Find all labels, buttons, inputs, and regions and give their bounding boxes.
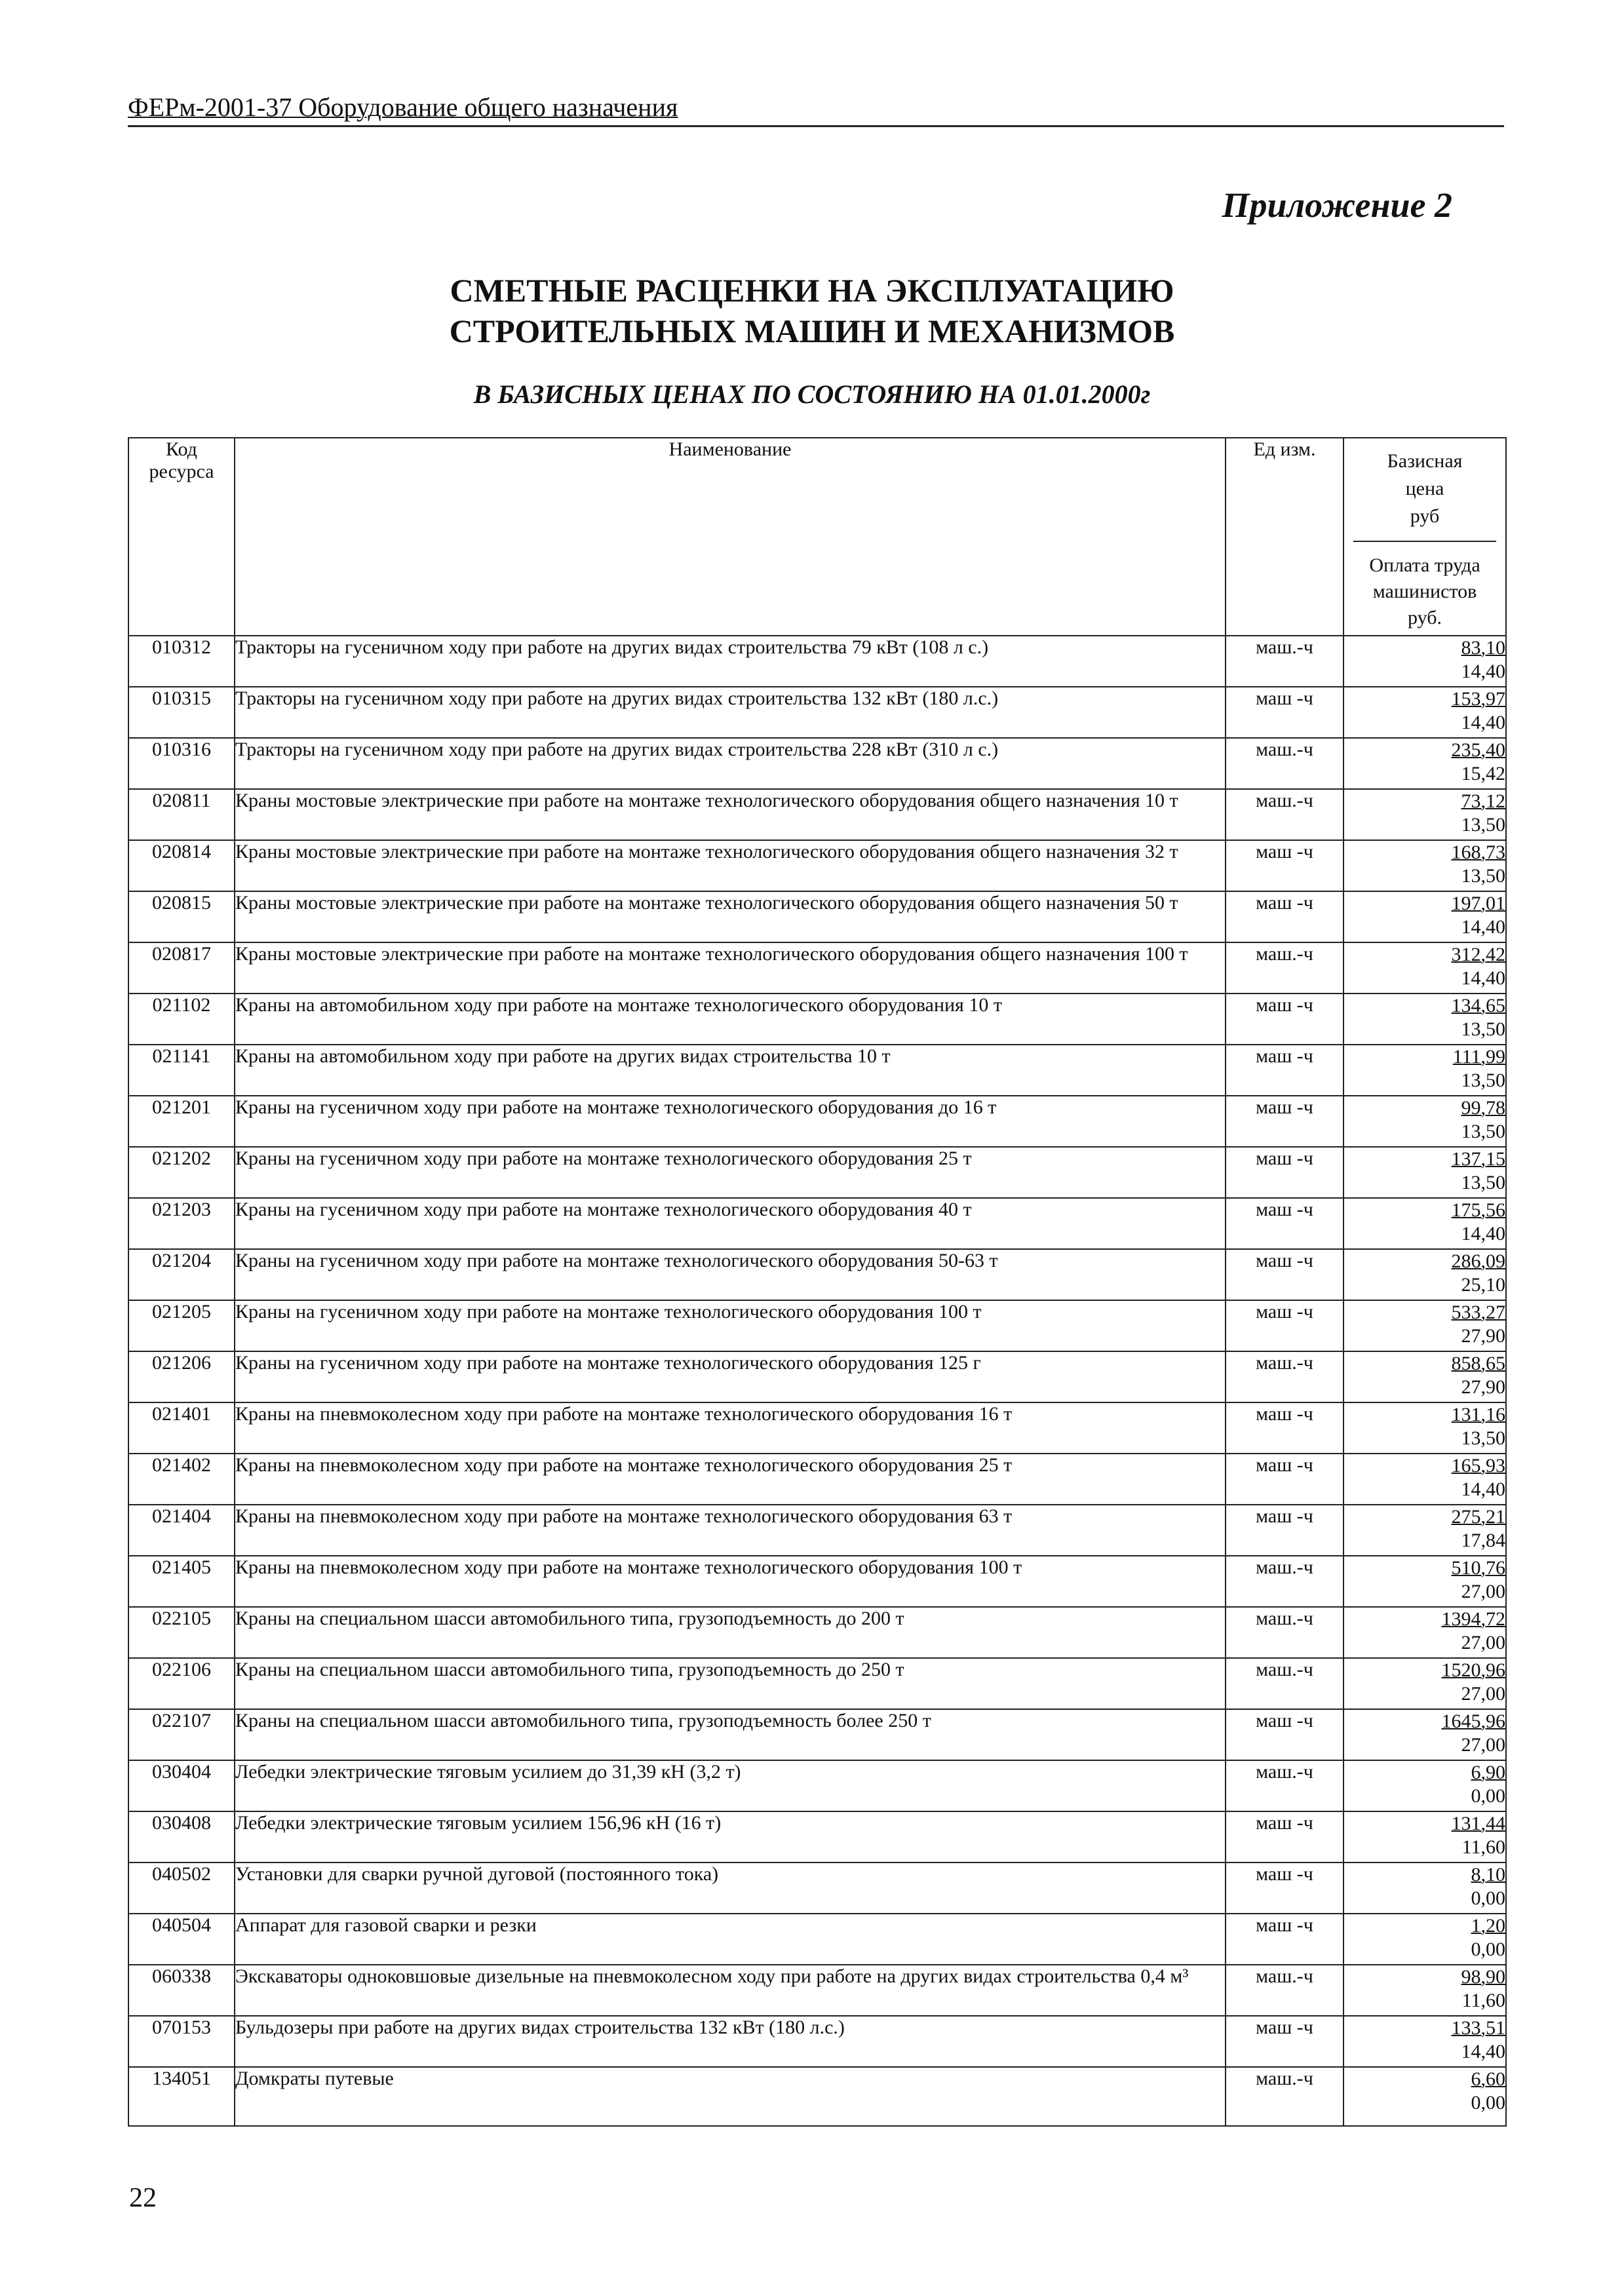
resource-code: 070153 bbox=[128, 2016, 235, 2067]
appendix-label: Приложение 2 bbox=[1222, 185, 1452, 225]
header-price bbox=[1344, 438, 1506, 636]
base-price: 83,10 bbox=[1461, 637, 1505, 659]
operator-wage: 27,90 bbox=[1461, 1325, 1505, 1347]
resource-code: 022105 bbox=[128, 1607, 235, 1658]
table-row bbox=[128, 1351, 1506, 1402]
table-row bbox=[128, 1709, 1506, 1760]
resource-code: 021202 bbox=[128, 1147, 235, 1198]
base-price: 99,78 bbox=[1461, 1097, 1505, 1119]
base-price: 197,01 bbox=[1451, 893, 1505, 914]
price-cell bbox=[1344, 2067, 1506, 2126]
base-price: 168,73 bbox=[1451, 841, 1505, 863]
resource-code: 021402 bbox=[128, 1454, 235, 1505]
operator-wage: 17,84 bbox=[1461, 1530, 1505, 1551]
resource-code: 021405 bbox=[128, 1556, 235, 1607]
resource-name: Аппарат для газовой сварки и резки bbox=[235, 1914, 1226, 1965]
unit-of-measure: маш -ч bbox=[1226, 891, 1344, 942]
resource-name: Бульдозеры при работе на других видах строительства 132 кВт (180 л.с.) bbox=[235, 2016, 1226, 2067]
header-code-line-1: Код bbox=[166, 438, 197, 460]
base-price: 111,99 bbox=[1452, 1046, 1505, 1068]
resource-code: 021201 bbox=[128, 1096, 235, 1147]
table-row bbox=[128, 1249, 1506, 1300]
table-row bbox=[128, 1658, 1506, 1709]
price-cell bbox=[1344, 1300, 1506, 1351]
resource-code: 021206 bbox=[128, 1351, 235, 1402]
base-price: 153,97 bbox=[1451, 688, 1505, 710]
resource-code: 040504 bbox=[128, 1914, 235, 1965]
operator-wage: 15,42 bbox=[1461, 763, 1505, 784]
base-price: 1,20 bbox=[1471, 1915, 1505, 1937]
resource-name: Лебедки электрические тяговым усилием 156,96 кН (16 т) bbox=[235, 1811, 1226, 1863]
resource-name: Тракторы на гусеничном ходу при работе на других видах строительства 132 кВт (180 л.с.) bbox=[235, 687, 1226, 738]
operator-wage: 0,00 bbox=[1471, 1785, 1505, 1807]
document-title bbox=[0, 270, 1624, 351]
resource-code: 010315 bbox=[128, 687, 235, 738]
resource-name: Краны на гусеничном ходу при работе на монтаже технологического оборудования 100 т bbox=[235, 1300, 1226, 1351]
price-cell bbox=[1344, 789, 1506, 840]
price-cell bbox=[1344, 687, 1506, 738]
table-row bbox=[128, 1505, 1506, 1556]
base-price: 235,40 bbox=[1451, 739, 1505, 761]
price-cell bbox=[1344, 1556, 1506, 1607]
base-price: 6,60 bbox=[1471, 2068, 1505, 2090]
table-row bbox=[128, 1914, 1506, 1965]
resource-name: Краны на гусеничном ходу при работе на монтаже технологического оборудования 40 т bbox=[235, 1198, 1226, 1249]
unit-of-measure: маш -ч bbox=[1226, 1300, 1344, 1351]
header-price-line-1: Базисная bbox=[1387, 450, 1463, 472]
header-wage-line-1: Оплата труда bbox=[1369, 554, 1480, 576]
header-price-line-3: руб bbox=[1410, 505, 1440, 527]
table-row bbox=[128, 1811, 1506, 1863]
header-name: Наименование bbox=[235, 438, 1226, 636]
operator-wage: 14,40 bbox=[1461, 916, 1505, 938]
operator-wage: 14,40 bbox=[1461, 712, 1505, 733]
resource-code: 021141 bbox=[128, 1045, 235, 1096]
resource-code: 010316 bbox=[128, 738, 235, 789]
operator-wage: 27,00 bbox=[1461, 1683, 1505, 1705]
base-price: 131,44 bbox=[1451, 1813, 1505, 1834]
base-price: 98,90 bbox=[1461, 1966, 1505, 1988]
base-price: 8,10 bbox=[1471, 1864, 1505, 1885]
resource-code: 022107 bbox=[128, 1709, 235, 1760]
resource-code: 134051 bbox=[128, 2067, 235, 2126]
unit-of-measure: маш -ч bbox=[1226, 1045, 1344, 1096]
table-row bbox=[128, 994, 1506, 1045]
resource-name: Краны мостовые электрические при работе на монтаже технологического оборудования общего назначения 32 т bbox=[235, 840, 1226, 891]
operator-wage: 11,60 bbox=[1461, 1990, 1505, 2011]
title-line-2: СТРОИТЕЛЬНЫХ МАШИН И МЕХАНИЗМОВ bbox=[449, 313, 1175, 349]
header-code-line-2: ресурса bbox=[149, 461, 214, 482]
header-unit: Ед изм. bbox=[1226, 438, 1344, 636]
unit-of-measure: маш.-ч bbox=[1226, 2067, 1344, 2126]
resource-name: Краны мостовые электрические при работе на монтаже технологического оборудования общего назначения 10 т bbox=[235, 789, 1226, 840]
resource-code: 010312 bbox=[128, 636, 235, 687]
resource-code: 020817 bbox=[128, 942, 235, 994]
operator-wage: 27,00 bbox=[1461, 1581, 1505, 1602]
unit-of-measure: маш -ч bbox=[1226, 1096, 1344, 1147]
resource-code: 030404 bbox=[128, 1760, 235, 1811]
operator-wage: 0,00 bbox=[1471, 1939, 1505, 1960]
page-number: 22 bbox=[129, 2183, 157, 2213]
resource-name: Домкраты путевые bbox=[235, 2067, 1226, 2126]
operator-wage: 13,50 bbox=[1461, 1427, 1505, 1449]
base-price: 533,27 bbox=[1451, 1302, 1505, 1323]
operator-wage: 13,50 bbox=[1461, 1018, 1505, 1040]
unit-of-measure: маш -ч bbox=[1226, 1811, 1344, 1863]
resource-code: 021102 bbox=[128, 994, 235, 1045]
base-price: 175,56 bbox=[1451, 1199, 1505, 1221]
operator-wage: 27,00 bbox=[1461, 1632, 1505, 1653]
price-cell bbox=[1344, 1658, 1506, 1709]
resource-name: Тракторы на гусеничном ходу при работе на других видах строительства 79 кВт (108 л с.) bbox=[235, 636, 1226, 687]
base-price: 6,90 bbox=[1471, 1762, 1505, 1783]
operator-wage: 14,40 bbox=[1461, 2041, 1505, 2062]
resource-code: 021404 bbox=[128, 1505, 235, 1556]
table-row bbox=[128, 2067, 1506, 2126]
unit-of-measure: маш -ч bbox=[1226, 1454, 1344, 1505]
header-price-line-2: цена bbox=[1405, 478, 1444, 499]
table-row bbox=[128, 1863, 1506, 1914]
price-cell bbox=[1344, 738, 1506, 789]
price-cell bbox=[1344, 891, 1506, 942]
unit-of-measure: маш -ч bbox=[1226, 994, 1344, 1045]
resource-name: Краны на гусеничном ходу при работе на монтаже технологического оборудования 125 г bbox=[235, 1351, 1226, 1402]
resource-code: 021401 bbox=[128, 1402, 235, 1454]
price-cell bbox=[1344, 1811, 1506, 1863]
table-row bbox=[128, 1454, 1506, 1505]
table-row bbox=[128, 789, 1506, 840]
price-cell bbox=[1344, 1249, 1506, 1300]
unit-of-measure: маш -ч bbox=[1226, 1402, 1344, 1454]
resource-name: Краны на пневмоколесном ходу при работе на монтаже технологического оборудования 100 т bbox=[235, 1556, 1226, 1607]
price-cell bbox=[1344, 1914, 1506, 1965]
unit-of-measure: маш.-ч bbox=[1226, 942, 1344, 994]
base-price: 858,65 bbox=[1451, 1353, 1505, 1374]
resource-code: 040502 bbox=[128, 1863, 235, 1914]
unit-of-measure: маш.-ч bbox=[1226, 1607, 1344, 1658]
unit-of-measure: маш -ч bbox=[1226, 1198, 1344, 1249]
base-price: 286,09 bbox=[1451, 1250, 1505, 1272]
resource-name: Краны на пневмоколесном ходу при работе на монтаже технологического оборудования 63 т bbox=[235, 1505, 1226, 1556]
price-cell bbox=[1344, 2016, 1506, 2067]
price-cell bbox=[1344, 942, 1506, 994]
price-cell bbox=[1344, 1709, 1506, 1760]
table-row bbox=[128, 1607, 1506, 1658]
base-price: 1520,96 bbox=[1441, 1659, 1505, 1681]
operator-wage: 25,10 bbox=[1461, 1274, 1505, 1296]
operator-wage: 0,00 bbox=[1471, 2092, 1505, 2114]
operator-wage: 13,50 bbox=[1461, 1172, 1505, 1193]
resource-name: Краны на автомобильном ходу при работе на других видах строительства 10 т bbox=[235, 1045, 1226, 1096]
running-title: ФЕРм-2001-37 Оборудование общего назначения bbox=[128, 92, 678, 122]
price-cell bbox=[1344, 1505, 1506, 1556]
operator-wage: 13,50 bbox=[1461, 865, 1505, 887]
resource-name: Краны мостовые электрические при работе на монтаже технологического оборудования общего назначения 50 т bbox=[235, 891, 1226, 942]
unit-of-measure: маш -ч bbox=[1226, 1147, 1344, 1198]
unit-of-measure: маш -ч bbox=[1226, 1505, 1344, 1556]
price-cell bbox=[1344, 994, 1506, 1045]
unit-of-measure: маш.-ч bbox=[1226, 1965, 1344, 2016]
table-row bbox=[128, 738, 1506, 789]
table-header-row bbox=[128, 438, 1506, 636]
resource-code: 020815 bbox=[128, 891, 235, 942]
price-cell bbox=[1344, 1863, 1506, 1914]
unit-of-measure: маш -ч bbox=[1226, 687, 1344, 738]
operator-wage: 11,60 bbox=[1461, 1836, 1505, 1858]
resource-code: 020811 bbox=[128, 789, 235, 840]
header-wage-line-3: руб. bbox=[1408, 607, 1442, 628]
base-price: 312,42 bbox=[1451, 944, 1505, 965]
unit-of-measure: маш.-ч bbox=[1226, 789, 1344, 840]
operator-wage: 13,50 bbox=[1461, 1121, 1505, 1142]
table-row bbox=[128, 1096, 1506, 1147]
base-price: 131,16 bbox=[1451, 1404, 1505, 1425]
table-body bbox=[128, 636, 1506, 2126]
base-price: 510,76 bbox=[1451, 1557, 1505, 1579]
unit-of-measure: маш.-ч bbox=[1226, 1556, 1344, 1607]
resource-name: Краны на специальном шасси автомобильного типа, грузоподъемность до 200 т bbox=[235, 1607, 1226, 1658]
table-row bbox=[128, 942, 1506, 994]
base-price: 137,15 bbox=[1451, 1148, 1505, 1170]
header-wage-line-2: машинистов bbox=[1372, 581, 1477, 602]
resource-name: Краны на пневмоколесном ходу при работе на монтаже технологического оборудования 25 т bbox=[235, 1454, 1226, 1505]
title-line-1: СМЕТНЫЕ РАСЦЕНКИ НА ЭКСПЛУАТАЦИЮ bbox=[450, 272, 1174, 309]
resource-code: 030408 bbox=[128, 1811, 235, 1863]
resource-code: 021203 bbox=[128, 1198, 235, 1249]
resource-name: Краны мостовые электрические при работе на монтаже технологического оборудования общего назначения 100 т bbox=[235, 942, 1226, 994]
table-row bbox=[128, 1045, 1506, 1096]
resource-code: 060338 bbox=[128, 1965, 235, 2016]
document-subtitle: В БАЗИСНЫХ ЦЕНАХ ПО СОСТОЯНИЮ НА 01.01.2000г bbox=[473, 379, 1151, 409]
resource-name: Краны на специальном шасси автомобильного типа, грузоподъемность до 250 т bbox=[235, 1658, 1226, 1709]
rates-table bbox=[128, 437, 1507, 2127]
operator-wage: 14,40 bbox=[1461, 1478, 1505, 1500]
table-row bbox=[128, 1965, 1506, 2016]
unit-of-measure: маш -ч bbox=[1226, 1709, 1344, 1760]
base-price: 165,93 bbox=[1451, 1455, 1505, 1477]
unit-of-measure: маш.-ч bbox=[1226, 1658, 1344, 1709]
base-price: 73,12 bbox=[1461, 790, 1505, 812]
resource-name: Краны на гусеничном ходу при работе на монтаже технологического оборудования до 16 т bbox=[235, 1096, 1226, 1147]
unit-of-measure: маш -ч bbox=[1226, 1914, 1344, 1965]
price-cell bbox=[1344, 840, 1506, 891]
resource-name: Тракторы на гусеничном ходу при работе на других видах строительства 228 кВт (310 л с.) bbox=[235, 738, 1226, 789]
operator-wage: 13,50 bbox=[1461, 1070, 1505, 1091]
base-price: 275,21 bbox=[1451, 1506, 1505, 1528]
unit-of-measure: маш -ч bbox=[1226, 1249, 1344, 1300]
unit-of-measure: маш.-ч bbox=[1226, 1760, 1344, 1811]
price-cell bbox=[1344, 636, 1506, 687]
unit-of-measure: маш -ч bbox=[1226, 1863, 1344, 1914]
price-cell bbox=[1344, 1351, 1506, 1402]
table-row bbox=[128, 1198, 1506, 1249]
price-cell bbox=[1344, 1760, 1506, 1811]
operator-wage: 0,00 bbox=[1471, 1887, 1505, 1909]
resource-name: Краны на специальном шасси автомобильного типа, грузоподъемность более 250 т bbox=[235, 1709, 1226, 1760]
unit-of-measure: маш.-ч bbox=[1226, 1351, 1344, 1402]
resource-name: Краны на гусеничном ходу при работе на монтаже технологического оборудования 25 т bbox=[235, 1147, 1226, 1198]
table-row bbox=[128, 2016, 1506, 2067]
resource-code: 021204 bbox=[128, 1249, 235, 1300]
price-cell bbox=[1344, 1147, 1506, 1198]
operator-wage: 27,90 bbox=[1461, 1376, 1505, 1398]
header-code bbox=[128, 438, 235, 636]
unit-of-measure: маш -ч bbox=[1226, 2016, 1344, 2067]
base-price: 134,65 bbox=[1451, 995, 1505, 1016]
resource-code: 020814 bbox=[128, 840, 235, 891]
resource-name: Краны на пневмоколесном ходу при работе на монтаже технологического оборудования 16 т bbox=[235, 1402, 1226, 1454]
operator-wage: 13,50 bbox=[1461, 814, 1505, 836]
table-row bbox=[128, 1300, 1506, 1351]
price-cell bbox=[1344, 1045, 1506, 1096]
table-row bbox=[128, 636, 1506, 687]
operator-wage: 14,40 bbox=[1461, 1223, 1505, 1245]
base-price: 1394,72 bbox=[1441, 1608, 1505, 1630]
price-cell bbox=[1344, 1607, 1506, 1658]
table-row bbox=[128, 891, 1506, 942]
resource-name: Установки для сварки ручной дуговой (постоянного тока) bbox=[235, 1863, 1226, 1914]
unit-of-measure: маш.-ч bbox=[1226, 636, 1344, 687]
table-row bbox=[128, 840, 1506, 891]
price-cell bbox=[1344, 1454, 1506, 1505]
table-row bbox=[128, 1556, 1506, 1607]
price-cell bbox=[1344, 1198, 1506, 1249]
table-row bbox=[128, 1760, 1506, 1811]
running-header bbox=[128, 92, 1504, 127]
table-row bbox=[128, 1402, 1506, 1454]
resource-name: Экскаваторы одноковшовые дизельные на пневмоколесном ходу при работе на других видах строительства 0,4 м³ bbox=[235, 1965, 1226, 2016]
unit-of-measure: маш -ч bbox=[1226, 840, 1344, 891]
unit-of-measure: маш.-ч bbox=[1226, 738, 1344, 789]
base-price: 1645,96 bbox=[1441, 1710, 1505, 1732]
operator-wage: 14,40 bbox=[1461, 661, 1505, 682]
resource-code: 021205 bbox=[128, 1300, 235, 1351]
price-cell bbox=[1344, 1096, 1506, 1147]
price-cell bbox=[1344, 1965, 1506, 2016]
resource-name: Краны на автомобильном ходу при работе на монтаже технологического оборудования 10 т bbox=[235, 994, 1226, 1045]
table-row bbox=[128, 687, 1506, 738]
operator-wage: 27,00 bbox=[1461, 1734, 1505, 1756]
resource-name: Краны на гусеничном ходу при работе на монтаже технологического оборудования 50-63 т bbox=[235, 1249, 1226, 1300]
base-price: 133,51 bbox=[1451, 2017, 1505, 2039]
resource-name: Лебедки электрические тяговым усилием до 31,39 кН (3,2 т) bbox=[235, 1760, 1226, 1811]
operator-wage: 14,40 bbox=[1461, 967, 1505, 989]
price-cell bbox=[1344, 1402, 1506, 1454]
resource-code: 022106 bbox=[128, 1658, 235, 1709]
table-row bbox=[128, 1147, 1506, 1198]
